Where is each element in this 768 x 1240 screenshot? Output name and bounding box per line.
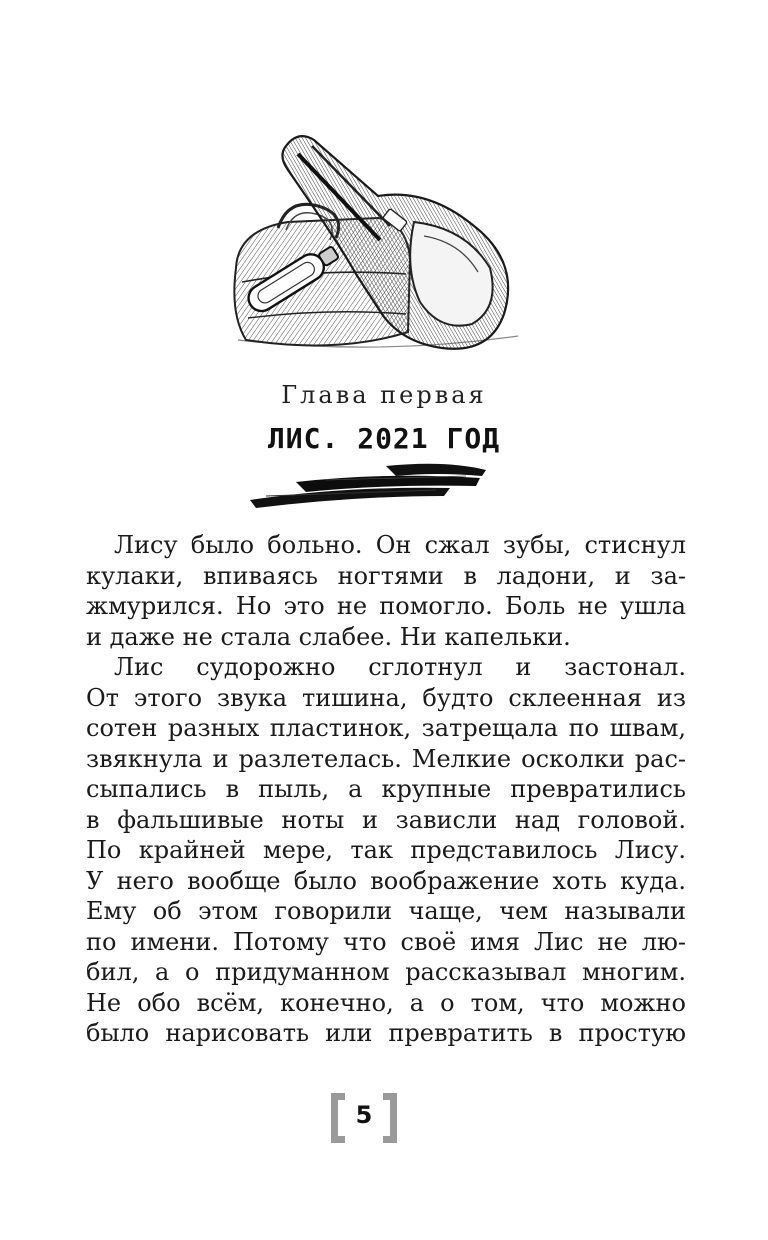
text-line: Не обо всём, конечно, а о том, что можно [86,988,686,1017]
text-line: Лису было больно. Он сжал зубы, стиснул [114,531,686,559]
chapter-label: Глава первая [281,381,487,409]
text-line: Ему об этом говорили чаще, чем называли [86,897,686,925]
text-line: по имени. Потому что своё имя Лис не лю- [86,927,686,956]
text-line: От этого звука тишина, будто склеенная из [86,683,686,712]
text-line: сыпались в пыль, а крупные превратились [86,775,686,803]
right-bracket-icon [383,1093,397,1143]
text-line: жмурился. Но это не помогло. Боль не ушла [86,592,686,620]
text-line: было нарисовать или превратить в простую [86,1019,686,1047]
text-line: У него вообще было воображение хоть куда. [86,866,686,895]
page-number: 5 [355,1101,373,1129]
text-line: Лис судорожно сглотнул и застонал. [114,653,686,681]
page-number-frame [331,1093,397,1147]
text-line: в фальшивые ноты и зависли над головой. [86,805,686,834]
bag-and-guitar-case-illustration [228,118,528,368]
chapter-title: ЛИС. 2021 ГОД [267,422,501,455]
brush-stroke-decoration [236,452,536,522]
text-line: По крайней мере, так представилось Лису. [86,836,686,864]
text-line: и даже не стала слабее. Ни капельки. [86,622,571,651]
chapter-body-text [86,530,686,1049]
text-line: звякнула и разлетелась. Мелкие осколки рас- [86,744,686,773]
text-line: сотен разных пластинок, затрещала по швам, [86,714,686,742]
text-line: бил, а о придуманном рассказывал многим. [86,958,686,986]
text-line: кулаки, впиваясь ногтями в ладони, и за- [86,561,686,590]
